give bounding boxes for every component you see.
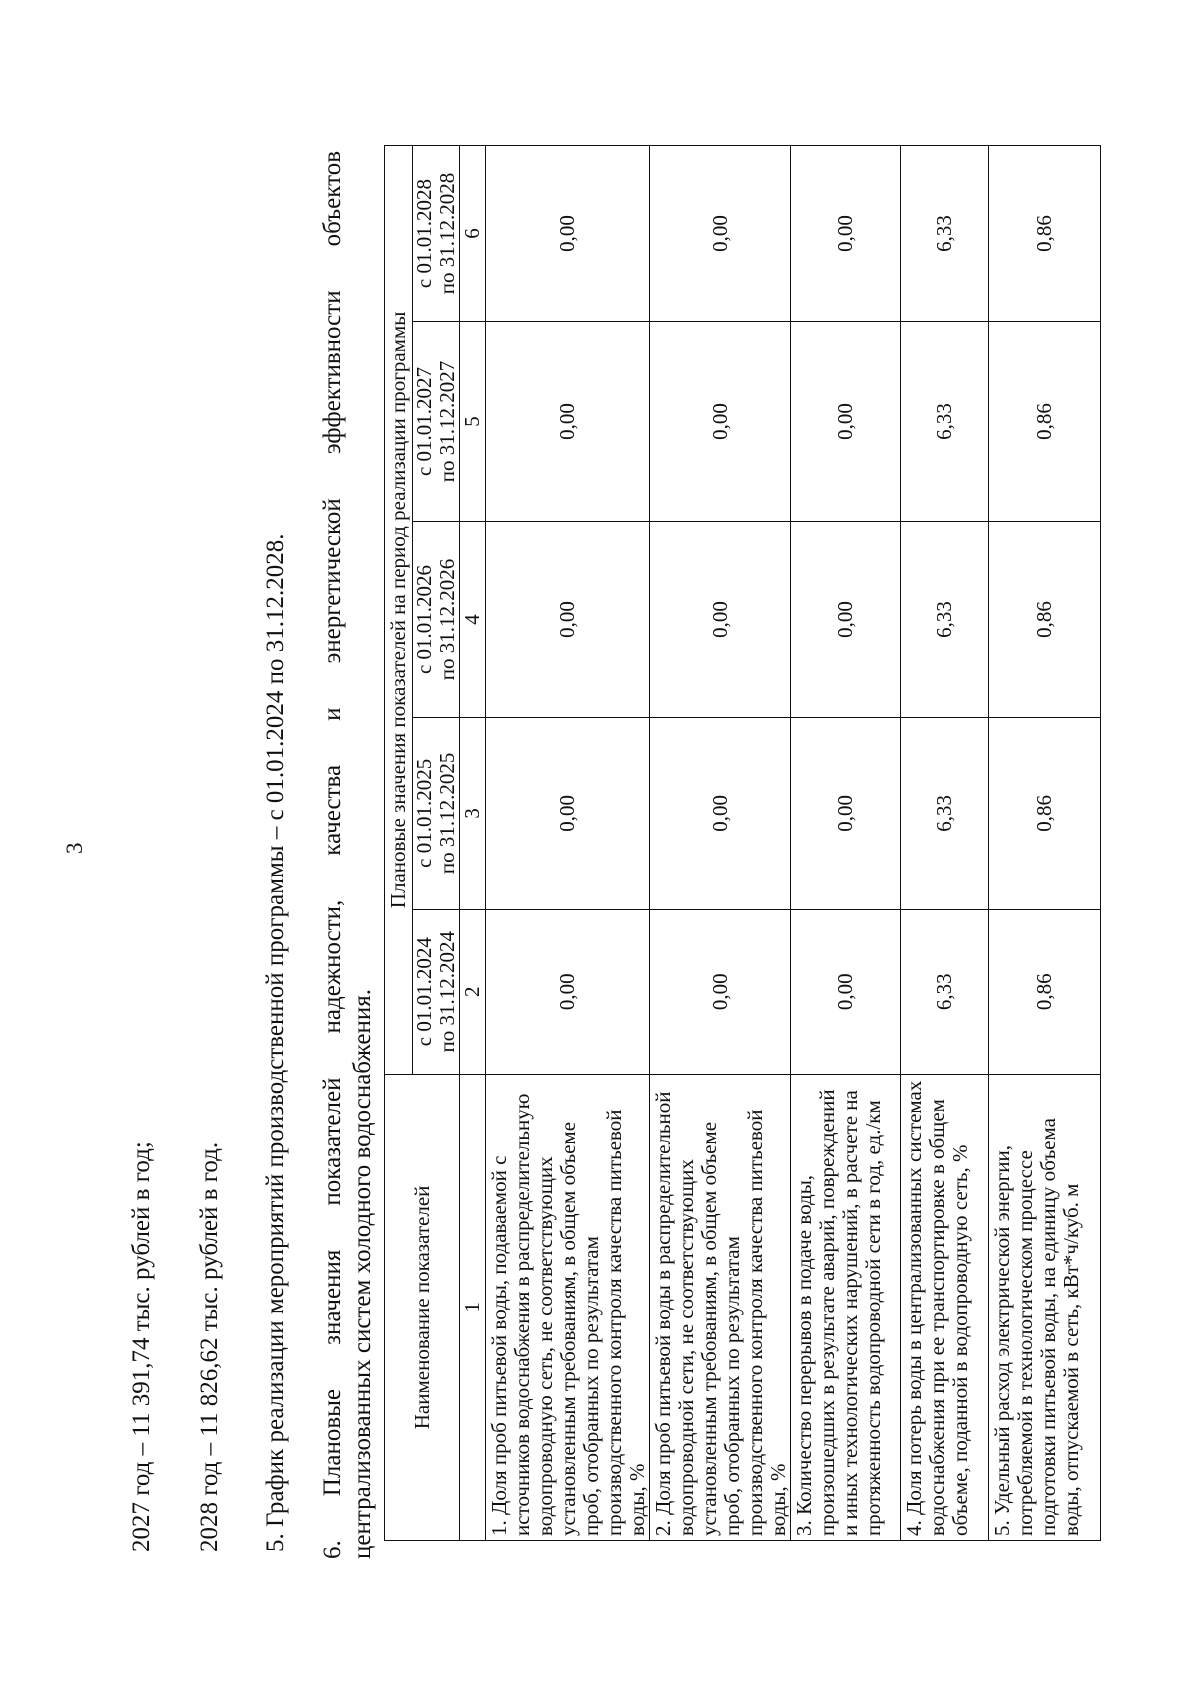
indicator-value: 0,00 [650, 718, 791, 909]
header-period: с 01.01.2027 по 31.12.2027 [413, 322, 460, 522]
section-6-word: надежности, [319, 899, 346, 1034]
indicator-value: 0,00 [791, 322, 901, 522]
page-number: 3 [62, 842, 87, 854]
column-number: 3 [460, 718, 486, 909]
indicator-value: 0,00 [650, 146, 791, 322]
indicator-value: 0,86 [989, 146, 1101, 322]
column-number: 6 [460, 146, 486, 322]
indicator-value: 6,33 [901, 718, 989, 909]
header-planned-values: Плановые значения показателей на период реализации программы [385, 146, 413, 1075]
section-6-word: эффективности [319, 290, 346, 455]
indicator-value: 0,86 [989, 909, 1101, 1074]
indicator-value: 0,00 [650, 521, 791, 717]
indicator-value: 0,00 [791, 146, 901, 322]
header-period: с 01.01.2024 по 31.12.2024 [413, 909, 460, 1074]
header-period: с 01.01.2026 по 31.12.2026 [413, 521, 460, 717]
section-6-word: показателей [319, 1077, 346, 1206]
section-6-word: Плановые [319, 1388, 346, 1497]
section-6-word: 6. [319, 1540, 346, 1559]
section-6-word: значения [319, 1249, 346, 1345]
indicator-value: 0,00 [486, 718, 650, 909]
column-number: 4 [460, 521, 486, 717]
table-row [989, 146, 1101, 1541]
table-row [791, 146, 901, 1541]
indicator-name: 4. Доля потерь воды в централизованных системах водоснабжения при ее транспортировке в общем объеме, поданной в водопроводную сеть, % [901, 1074, 989, 1540]
section-5-heading: 5. График реализации мероприятий производственной программы – с 01.01.2024 по 31.12.2028. [262, 533, 289, 1552]
table-row [486, 146, 650, 1541]
section-6-heading [318, 151, 378, 1559]
column-number: 1 [460, 1074, 486, 1540]
indicator-value: 0,86 [989, 718, 1101, 909]
section-6-word: объектов [319, 151, 346, 247]
header-indicator-name: Наименование показателей [385, 1074, 460, 1540]
indicator-value: 6,33 [901, 909, 989, 1074]
indicator-value: 0,00 [791, 909, 901, 1074]
section-6-word: и [319, 707, 346, 721]
indicator-value: 0,00 [791, 718, 901, 909]
indicator-value: 6,33 [901, 322, 989, 522]
column-number-row [460, 146, 486, 1541]
indicator-value: 0,86 [989, 322, 1101, 522]
section-6-word: энергетической [319, 498, 346, 664]
indicator-value: 6,33 [901, 521, 989, 717]
budget-line-2028: 2028 год – 11 826,62 тыс. рублей в год. [196, 1141, 223, 1552]
table-row [650, 146, 791, 1541]
indicator-value: 0,86 [989, 521, 1101, 717]
indicator-name: 5. Удельный расход электрической энергии, потребляемой в технологическом процессе подготовки питьевой воды, на единицу объема воды, отпускаемой в сеть, кВт*ч/куб. м [989, 1074, 1101, 1540]
table-row [901, 146, 989, 1541]
budget-line-2027: 2027 год – 11 391,74 тыс. рублей в год; [128, 1141, 155, 1552]
indicator-value: 6,33 [901, 146, 989, 322]
indicator-value: 0,00 [650, 322, 791, 522]
section-6-word: качества [319, 764, 346, 856]
indicator-value: 0,00 [650, 909, 791, 1074]
indicator-name: 3. Количество перерывов в подаче воды, произошедших в результате аварий, повреждений и иных технологических нарушений, в расчете на протяженность водопроводной сети в год, ед./км [791, 1074, 901, 1540]
indicator-value: 0,00 [791, 521, 901, 717]
section-6-second-line: централизованных систем холодного водоснабжения. [349, 989, 376, 1559]
indicator-value: 0,00 [486, 521, 650, 717]
column-number: 5 [460, 322, 486, 522]
indicator-value: 0,00 [486, 322, 650, 522]
indicator-name: 2. Доля проб питьевой воды в распределительной водопроводной сети, не соответствующих установленным требованиям, в общем объеме проб, отобранных по результатам производственного контроля качества питьевой воды, % [650, 1074, 791, 1540]
indicator-value: 0,00 [486, 146, 650, 322]
indicators-table [384, 145, 1101, 1541]
indicator-name: 1. Доля проб питьевой воды, подаваемой с источников водоснабжения в распределительную водопроводную сеть, не соответствующих установленным требованиям, в общем объеме проб, отобранных по результатам производственного контроля качества питьевой воды, % [486, 1074, 650, 1540]
section-6-first-line [318, 151, 348, 1559]
header-row-group [385, 146, 413, 1541]
column-number: 2 [460, 909, 486, 1074]
header-period: с 01.01.2025 по 31.12.2025 [413, 718, 460, 909]
header-period: с 01.01.2028 по 31.12.2028 [413, 146, 460, 322]
indicator-value: 0,00 [486, 909, 650, 1074]
